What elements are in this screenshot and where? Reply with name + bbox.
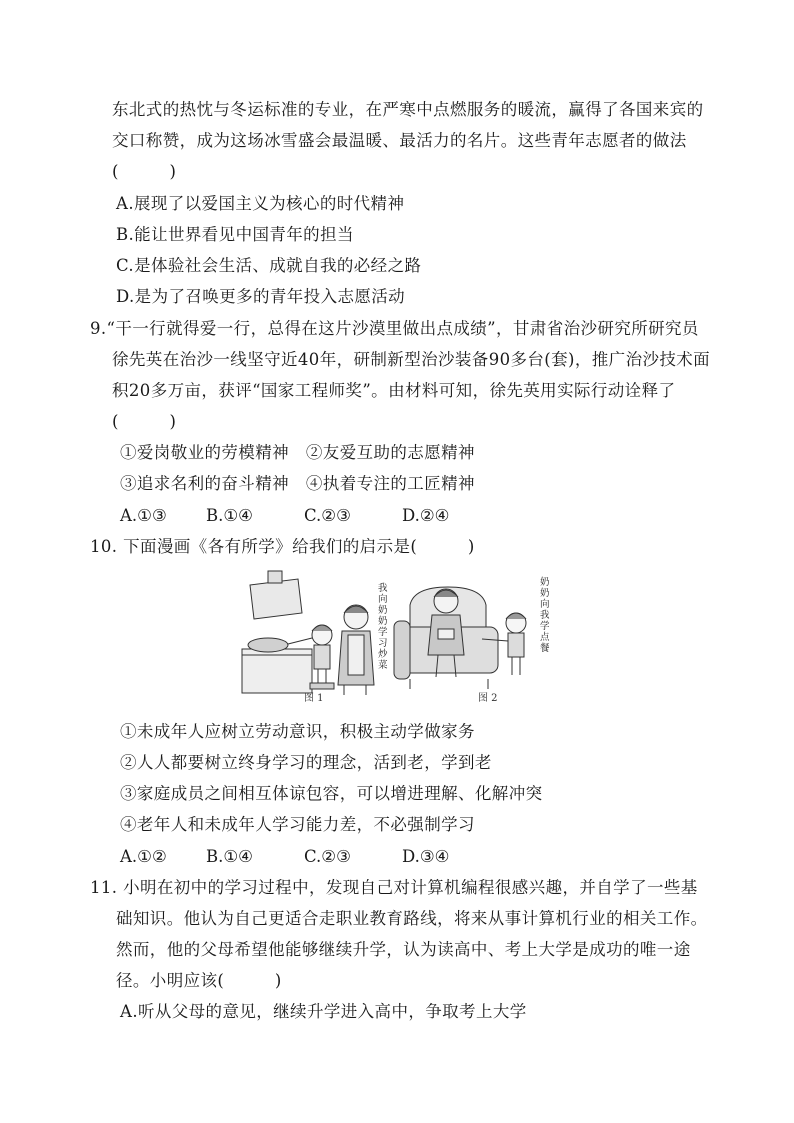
- fig1-char: 我: [378, 583, 388, 594]
- q11-line-4: 径。小明应该( ): [116, 971, 282, 990]
- q9-line-2: 徐先英在治沙一线坚守近40年，研制新型治沙装备90多台(套)，推广治沙技术面: [112, 350, 711, 369]
- q9-options: [120, 504, 449, 528]
- q10-statement-2: ②人人都要树立终身学习的理念，活到老，学到老: [120, 753, 492, 772]
- q10-statement-1: ①未成年人应树立劳动意识，积极主动学做家务: [120, 722, 475, 741]
- q9-option-c: C.②③: [304, 506, 351, 525]
- q11-line-1: 11. 小明在初中的学习过程中，发现自己对计算机编程很感兴趣，并自学了一些基: [90, 878, 698, 897]
- q10-statement-4: ④老年人和未成年人学习能力差，不必强制学习: [120, 815, 475, 834]
- fig1-char: 奶: [378, 605, 388, 616]
- q9-option-d: D.②④: [402, 506, 450, 525]
- q9-line-3: 积20多万亩，获评“国家工程师奖”。由材料可知，徐先英用实际行动诠释了: [112, 381, 676, 400]
- fig1-char: 学: [378, 627, 388, 638]
- q10-option-b: B.①④: [206, 847, 253, 866]
- fig2-char: 学: [540, 621, 550, 632]
- fig2-char: 向: [540, 599, 550, 610]
- fig1-char: 向: [378, 594, 388, 605]
- q10-option-d: D.③④: [402, 847, 450, 866]
- q10-statement-3: ③家庭成员之间相互体谅包容，可以增进理解、化解冲突: [120, 784, 543, 803]
- q11-line-2: 础知识。他认为自己更适合走职业教育路线，将来从事计算机行业的相关工作。: [116, 909, 708, 928]
- fig2-caption: 图 2: [478, 693, 498, 704]
- fig2-char: 奶: [540, 588, 550, 599]
- q9-option-b: B.①④: [206, 506, 253, 525]
- q9-option-a: A.①③: [120, 506, 167, 525]
- q8-line-1: 东北式的热忱与冬运标准的专业，在严寒中点燃服务的暖流，赢得了各国来宾的: [112, 100, 704, 119]
- q10-stem: 10. 下面漫画《各有所学》给我们的启示是( ): [90, 537, 475, 556]
- q8-option-d: D.是为了召唤更多的青年投入志愿活动: [116, 287, 406, 306]
- q10-options: [120, 845, 449, 869]
- fig1-caption: 图 1: [304, 693, 324, 704]
- q11-line-3: 然而，他的父母希望他能够继续升学，认为读高中、考上大学是成功的唯一途: [116, 940, 691, 959]
- q10-option-a: A.①②: [120, 847, 167, 866]
- q9-statements-1: ①爱岗敬业的劳模精神 ②友爱互助的志愿精神: [120, 443, 475, 462]
- q10-option-c: C.②③: [304, 847, 351, 866]
- q8-line-2: 交口称赞，成为这场冰雪盛会最温暖、最活力的名片。这些青年志愿者的做法: [112, 131, 687, 150]
- fig1-char: 炒: [378, 649, 388, 660]
- fig1-char: 菜: [378, 660, 388, 671]
- q11-option-a: A.听从父母的意见，继续升学进入高中，争取考上大学: [120, 1002, 527, 1021]
- fig2-vertical-text: [540, 576, 550, 654]
- q9-line-1: 9.“干一行就得爱一行，总得在这片沙漠里做出点成绩”，甘肃省治沙研究所研究员: [90, 319, 699, 338]
- q8-option-b: B.能让世界看见中国青年的担当: [116, 225, 354, 244]
- fig2-char: 餐: [540, 643, 550, 654]
- q8-option-c: C.是体验社会生活、成就自我的必经之路: [116, 256, 422, 275]
- q8-option-a: A.展现了以爱国主义为核心的时代精神: [116, 194, 405, 213]
- fig2-char: 点: [540, 632, 550, 643]
- q8-answer-blank: ( ): [112, 162, 177, 181]
- fig1-char: 习: [378, 638, 388, 649]
- q9-answer-blank: ( ): [112, 412, 177, 431]
- fig1-vertical-text: [378, 582, 388, 671]
- comic-figure: [238, 565, 598, 705]
- fig2-char: 我: [540, 610, 550, 621]
- fig1-char: 奶: [378, 616, 388, 627]
- q9-statements-2: ③追求名利的奋斗精神 ④执着专注的工匠精神: [120, 474, 475, 493]
- fig2-char: 奶: [540, 577, 550, 588]
- comic-illustration: [238, 565, 598, 705]
